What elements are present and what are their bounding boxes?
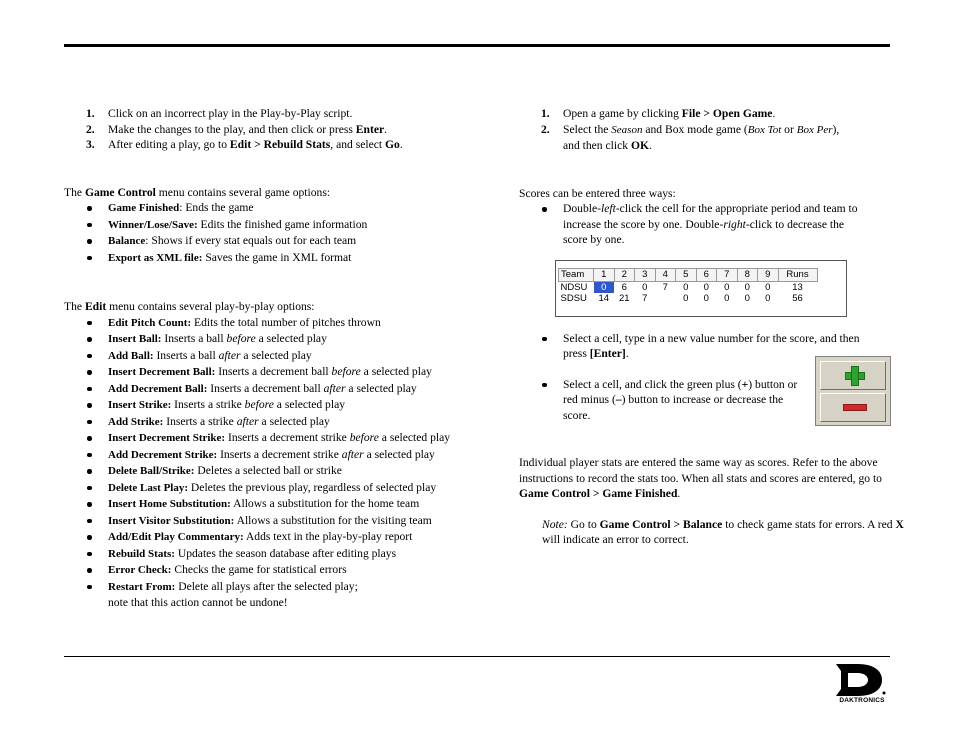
player-stats-paragraph: Individual player stats are entered the same way as scores. Refer to the above instructions to record the stats too. When all stats and scores are entered, go to Game Control > Game Finished. bbox=[519, 456, 882, 500]
score-cell[interactable]: 0 bbox=[724, 293, 730, 305]
header-cell: 9 bbox=[758, 269, 779, 282]
list-item: Restart From: Delete all plays after the selected play; note that this action cannot be undone! bbox=[64, 579, 504, 611]
header-cell: 1 bbox=[594, 269, 615, 282]
header-cell: 5 bbox=[676, 269, 697, 282]
increase-score-button[interactable] bbox=[820, 361, 886, 390]
logo-mark-icon bbox=[832, 662, 892, 698]
table-row[interactable] bbox=[559, 293, 818, 305]
score-cell[interactable]: 0 bbox=[642, 281, 648, 293]
score-cell[interactable]: 21 bbox=[618, 293, 630, 305]
list-item: Insert Home Substitution: Allows a substitution for the home team bbox=[64, 496, 504, 513]
plus-minus-panel bbox=[815, 356, 891, 426]
list-item: Add Strike: Inserts a strike after a selected play bbox=[64, 414, 504, 431]
header-cell: Runs bbox=[778, 269, 817, 282]
list-item: Insert Ball: Inserts a ball before a selected play bbox=[64, 331, 504, 348]
list-item: 2. Make the changes to the play, and then click or press Enter. bbox=[86, 122, 388, 136]
decrease-score-button[interactable] bbox=[820, 393, 886, 422]
list-item: 3. After editing a play, go to Edit > Rebuild Stats, and select Go. bbox=[86, 138, 403, 151]
header-cell: 2 bbox=[614, 269, 635, 282]
header-cell: 3 bbox=[635, 269, 656, 282]
score-cell[interactable]: 0 bbox=[724, 281, 730, 293]
list-item: 2. Select the Season and Box mode game (Box Tot or Box Per), and then click OK. bbox=[541, 122, 840, 152]
score-cell[interactable]: 0 bbox=[765, 281, 771, 293]
team-cell[interactable]: NDSU bbox=[560, 281, 588, 293]
table-header-row bbox=[559, 269, 818, 282]
list-item: Add Ball: Inserts a ball after a selected play bbox=[64, 348, 504, 365]
header-cell: Team bbox=[559, 269, 594, 282]
score-cell[interactable]: 0 bbox=[703, 293, 709, 305]
list-item: Insert Strike: Inserts a strike before a selected play bbox=[64, 397, 504, 414]
header-cell: 4 bbox=[655, 269, 676, 282]
game-control-list bbox=[64, 200, 504, 266]
table-row[interactable] bbox=[559, 281, 818, 293]
runs-cell: 56 bbox=[792, 293, 803, 305]
score-cell[interactable] bbox=[655, 293, 676, 305]
list-item: Add/Edit Play Commentary: Adds text in the play-by-play report bbox=[64, 529, 504, 546]
list-item: Delete Last Play: Deletes the previous play, regardless of selected play bbox=[64, 480, 504, 497]
header-cell: 8 bbox=[737, 269, 758, 282]
open-game-steps-list bbox=[519, 106, 909, 154]
score-cell[interactable]: 0 bbox=[744, 281, 750, 293]
list-item: 1. Open a game by clicking File > Open Game. bbox=[541, 107, 776, 120]
score-cell[interactable]: 14 bbox=[598, 293, 610, 305]
list-item: Insert Visitor Substitution: Allows a substitution for the visiting team bbox=[64, 513, 504, 530]
rebuild-steps-list bbox=[64, 106, 504, 153]
game-control-intro: The Game Control menu contains several game options: bbox=[64, 185, 331, 199]
list-item: 1. Click on an incorrect play in the Play-by-Play script. bbox=[86, 107, 353, 120]
score-cell[interactable]: 7 bbox=[662, 281, 668, 293]
score-cell[interactable]: 0 bbox=[683, 281, 689, 293]
list-item: Balance: Shows if every stat equals out for each team bbox=[64, 233, 504, 250]
right-column bbox=[519, 106, 909, 548]
header-rule bbox=[64, 44, 890, 47]
list-item: Export as XML file: Saves the game in XML format bbox=[64, 250, 504, 267]
runs-cell: 13 bbox=[792, 281, 803, 293]
logo-text: DAKTRONICS bbox=[839, 697, 885, 704]
list-item: Edit Pitch Count: Edits the total number of pitches thrown bbox=[64, 315, 504, 332]
daktronics-logo bbox=[832, 662, 892, 706]
score-cell[interactable]: 0 bbox=[765, 293, 771, 305]
score-method-list-1 bbox=[519, 201, 909, 248]
team-cell[interactable]: SDSU bbox=[560, 293, 587, 305]
scores-intro: Scores can be entered three ways: bbox=[519, 186, 676, 200]
list-item: Add Decrement Ball: Inserts a decrement ball after a selected play bbox=[64, 381, 504, 398]
score-cell[interactable]: 0 bbox=[594, 281, 615, 293]
edit-menu-list bbox=[64, 315, 504, 611]
list-item: Add Decrement Strike: Inserts a decrement strike after a selected play bbox=[64, 447, 504, 464]
score-cell[interactable]: 0 bbox=[703, 281, 709, 293]
score-cell[interactable]: 0 bbox=[683, 293, 689, 305]
list-item: Select a cell, and click the green plus (+) button or red minus (–) button to increase or decrease the score. bbox=[519, 377, 909, 424]
list-item: Insert Decrement Strike: Inserts a decrement strike before a selected play bbox=[64, 430, 504, 447]
left-column bbox=[64, 106, 504, 611]
score-cell[interactable]: 0 bbox=[744, 293, 750, 305]
list-item: Select a cell, type in a new value number for the score, and then press [Enter]. bbox=[519, 331, 909, 362]
list-item: Double-left-click the cell for the appropriate period and team to increase the score by one. Double-right-click to decrease the score by one. bbox=[519, 201, 909, 248]
score-cell[interactable]: 7 bbox=[642, 293, 648, 305]
minus-icon bbox=[843, 404, 867, 411]
header-cell: 6 bbox=[696, 269, 717, 282]
list-item: Rebuild Stats: Updates the season database after editing plays bbox=[64, 546, 504, 563]
scoreboard-grid bbox=[555, 260, 847, 317]
list-item: Error Check: Checks the game for statistical errors bbox=[64, 562, 504, 579]
edit-menu-intro: The Edit menu contains several play-by-play options: bbox=[64, 300, 315, 313]
list-item: Winner/Lose/Save: Edits the finished game information bbox=[64, 217, 504, 234]
list-item: Delete Ball/Strike: Deletes a selected ball or strike bbox=[64, 463, 504, 480]
scoreboard-table bbox=[558, 268, 818, 305]
footer-rule bbox=[64, 656, 890, 657]
note-paragraph: Note: Go to Game Control > Balance to check game stats for errors. A red X will indicate an error to correct. bbox=[542, 517, 904, 546]
header-cell: 7 bbox=[717, 269, 738, 282]
list-item: Insert Decrement Ball: Inserts a decrement ball before a selected play bbox=[64, 364, 504, 381]
score-cell[interactable]: 6 bbox=[621, 281, 627, 293]
list-item: Game Finished: Ends the game bbox=[64, 200, 504, 217]
